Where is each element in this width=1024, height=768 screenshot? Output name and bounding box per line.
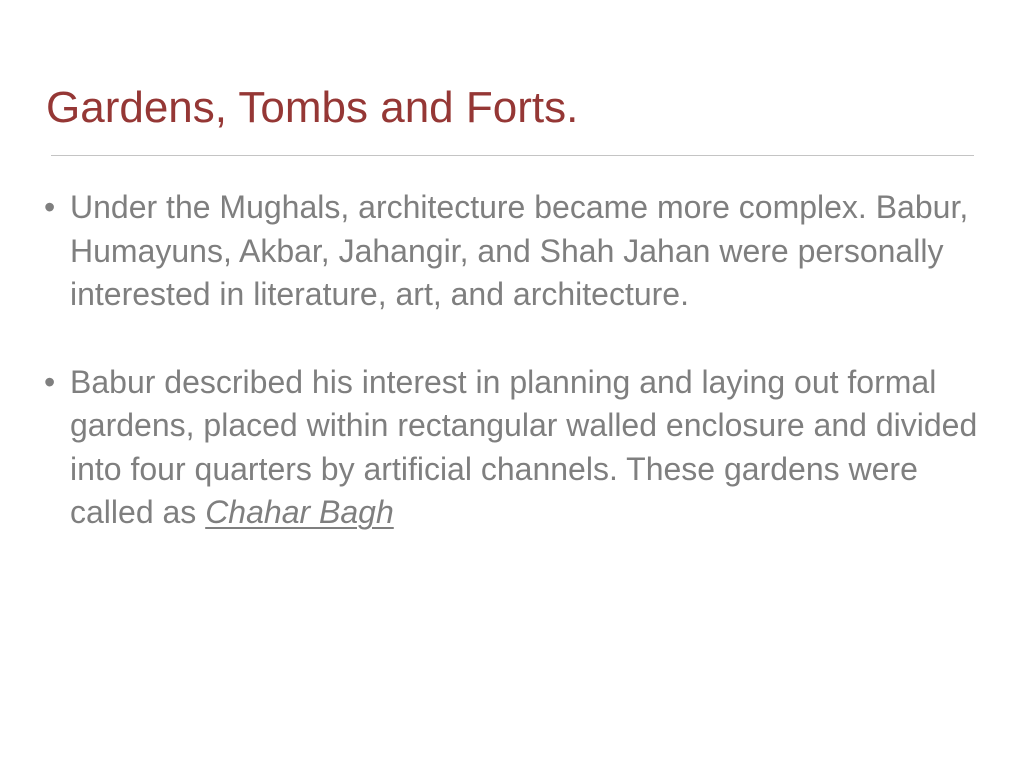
bullet-item-mughal-architecture (44, 186, 984, 317)
bullet-marker: • (44, 363, 56, 400)
chahar-bagh-link[interactable]: Chahar Bagh (205, 494, 394, 530)
bullet-item-babur-gardens (44, 361, 984, 535)
bullet-text: Babur described his interest in planning and laying out formal gardens, placed within rectangular walled enclosure and divided into four quarters by artificial channels. These gardens were called as (70, 363, 978, 530)
bullet-list (44, 186, 984, 579)
title-divider (51, 155, 974, 156)
bullet-text: Under the Mughals, architecture became more complex. Babur, Humayuns, Akbar, Jahangir, and Shah Jahan were personally interested in literature, art, and architecture. (70, 189, 969, 312)
bullet-marker: • (44, 189, 56, 225)
slide-title: Gardens, Tombs and Forts. (46, 83, 579, 132)
